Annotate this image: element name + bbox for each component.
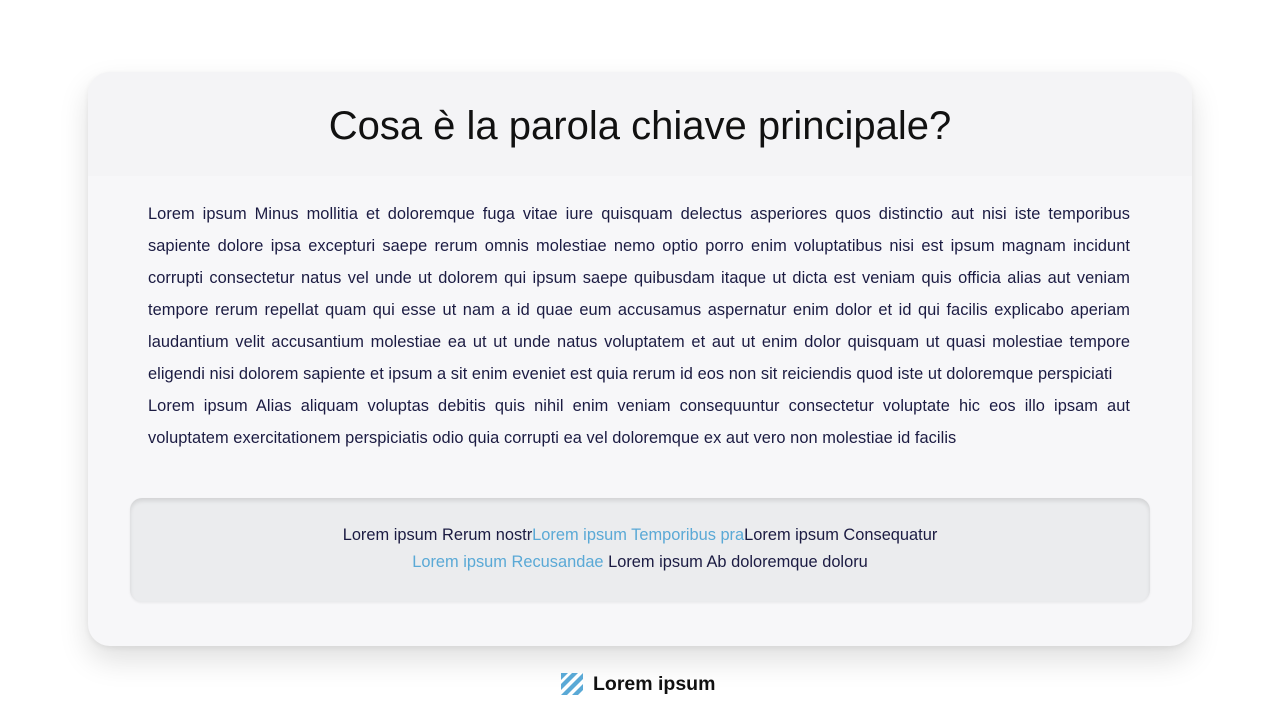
content-card bbox=[88, 72, 1192, 646]
links-panel bbox=[130, 498, 1150, 602]
links-text: Lorem ipsum Rerum nostr bbox=[342, 526, 533, 544]
card-title: Cosa è la parola chiave principale? bbox=[328, 104, 952, 148]
brand bbox=[561, 672, 715, 696]
links-line-2 bbox=[130, 549, 1150, 576]
links-text: Lorem ipsum Consequatur bbox=[744, 526, 938, 544]
brand-name: Lorem ipsum bbox=[593, 672, 716, 695]
link-recusandae[interactable]: Lorem ipsum Recusandae bbox=[412, 553, 604, 571]
links-panel-text bbox=[130, 522, 1150, 576]
body-paragraph: Lorem ipsum Minus mollitia et doloremque fuga vitae iure quisquam delectus asperiores quos distinctio aut nisi iste temporibus sapiente dolore ipsa excepturi saepe rerum omnis molestiae nemo optio porro enim voluptatibus nisi est ipsum magnam incidunt corrupti consectetur natus vel unde ut dolorem qui ipsum saepe quibusdam itaque ut dicta est veniam quis officia alias aut veniam tempore rerum repellat quam qui esse ut nam a id quae eum accusamus aspernatur enim dolor et id qui facilis explicabo aperiam laudantium velit accusantium molestiae ea ut ut unde natus voluptatem et aut ut enim dolor quisquam ut quasi molestiae tempore eligendi nisi dolorem sapiente et ipsum a sit enim eveniet est quia rerum id eos non sit reiciendis quod iste ut doloremque perspiciati bbox=[148, 206, 1130, 383]
links-line-1 bbox=[130, 522, 1150, 549]
striped-square-logo-icon bbox=[561, 673, 583, 695]
body-text bbox=[148, 206, 1130, 454]
link-temporibus[interactable]: Lorem ipsum Temporibus pra bbox=[532, 526, 745, 544]
body-text-scroll-area[interactable] bbox=[148, 206, 1132, 480]
links-text: Lorem ipsum Ab doloremque doloru bbox=[603, 553, 868, 571]
body-paragraph: Lorem ipsum Alias aliquam voluptas debitis quis nihil enim veniam consequuntur consectetur voluptate hic eos illo ipsam aut voluptatem exercitationem perspiciatis odio quia corrupti ea vel doloremque ex aut vero non molestiae id facilis bbox=[148, 397, 1130, 447]
